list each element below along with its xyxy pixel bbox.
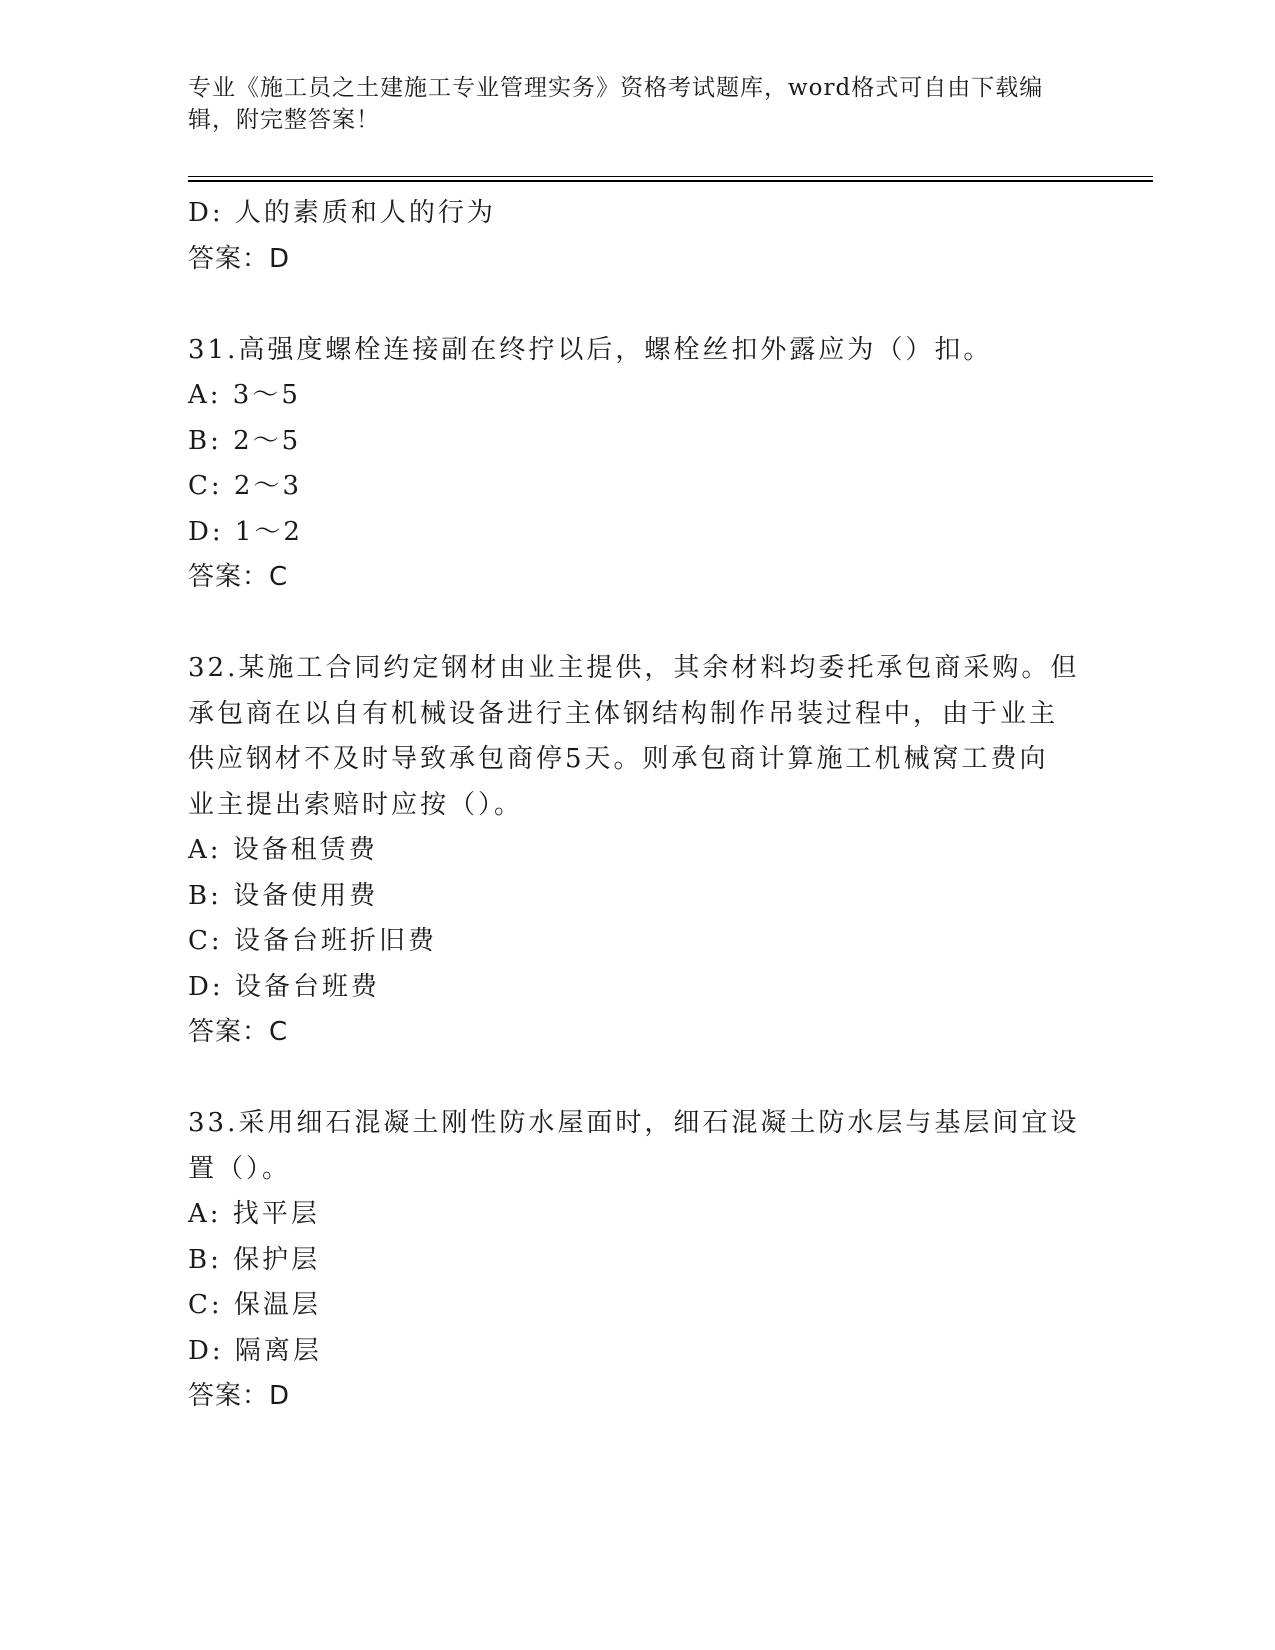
spacer <box>188 282 1088 328</box>
option-a: A: 设备租赁费 <box>188 835 378 865</box>
option-b: B: 2～5 <box>188 425 302 456</box>
question-content <box>188 191 1088 1420</box>
question-33 <box>188 1101 1088 1420</box>
question-text-line-2: 承包商在以自有机械设备进行主体钢结构制作吊装过程中，由于业主 <box>188 698 1059 729</box>
answer-line: 答案：C <box>188 1017 289 1047</box>
option-a: A: 找平层 <box>188 1199 320 1229</box>
option-d: D: 人的素质和人的行为 <box>188 198 496 228</box>
question-text: 31.高强度螺栓连接副在终拧以后，螺栓丝扣外露应为（）扣。 <box>188 334 993 365</box>
option-d: D: 1～2 <box>188 516 303 547</box>
option-c: C: 2～3 <box>188 471 303 501</box>
option-c: C: 设备台班折旧费 <box>188 926 437 956</box>
option-d: D: 隔离层 <box>188 1335 322 1366</box>
spacer <box>188 601 1088 647</box>
header-divider-thin <box>188 176 1153 177</box>
option-b: B: 保护层 <box>188 1244 321 1275</box>
question-text-line-3: 供应钢材不及时导致承包商停5天。则承包商计算施工机械窝工费向 <box>188 744 1049 774</box>
question-text-line-2: 置（）。 <box>188 1153 292 1184</box>
option-c: C: 保温层 <box>188 1290 321 1320</box>
answer-line: 答案：D <box>188 243 291 274</box>
spacer <box>188 1056 1088 1102</box>
option-b: B: 设备使用费 <box>188 880 379 911</box>
header-divider-thick <box>188 180 1153 182</box>
question-text-line-4: 业主提出索赔时应按（）。 <box>188 789 524 820</box>
header-line-1: 专业《施工员之土建施工专业管理实务》资格考试题库，word格式可自由下载编 <box>188 75 1044 101</box>
question-32 <box>188 646 1088 1056</box>
question-31 <box>188 328 1088 601</box>
previous-question-tail <box>188 191 1088 282</box>
answer-line: 答案：D <box>188 1381 291 1411</box>
option-d: D: 设备台班费 <box>188 971 380 1002</box>
document-header <box>188 72 1068 136</box>
header-line-2: 辑，附完整答案！ <box>188 107 380 133</box>
question-text-line-1: 32.某施工合同约定钢材由业主提供，其余材料均委托承包商采购。但 <box>188 653 1080 683</box>
answer-line: 答案：C <box>188 562 289 592</box>
option-a: A: 3～5 <box>188 380 301 410</box>
question-text-line-1: 33.采用细石混凝土刚性防水屋面时，细石混凝土防水层与基层间宜设 <box>188 1108 1080 1138</box>
